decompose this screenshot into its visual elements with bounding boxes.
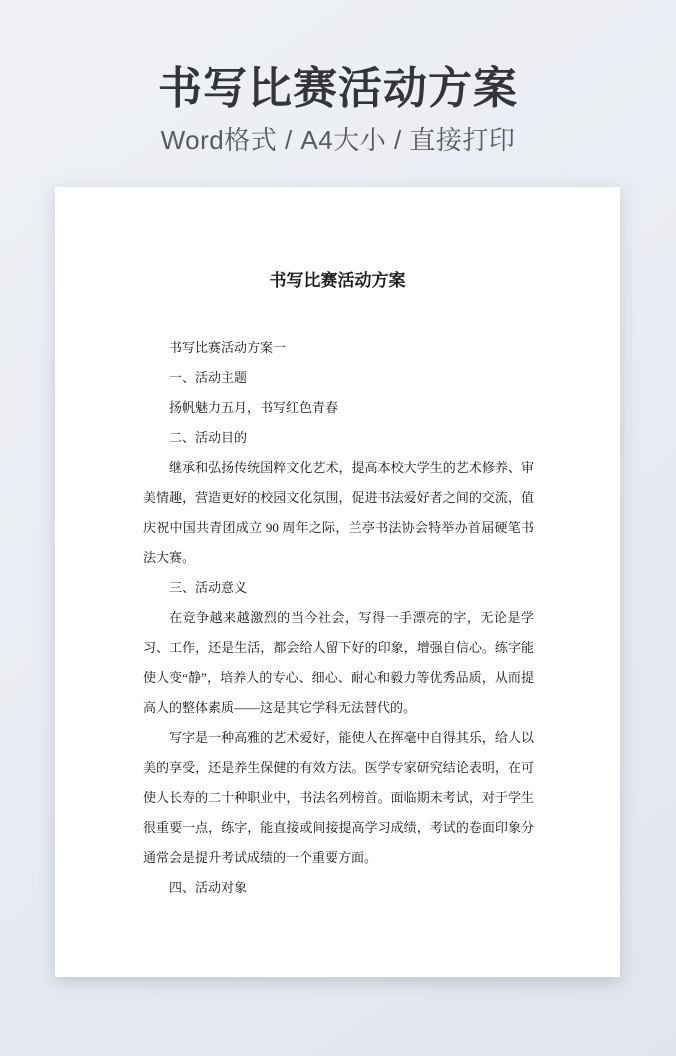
hero-title: 书写比赛活动方案 [158, 64, 518, 113]
hero-section [0, 0, 676, 155]
doc-paragraph: 四、活动对象 [169, 880, 248, 895]
doc-paragraph: 扬帆魅力五月，书写红色青春 [169, 400, 339, 415]
doc-paragraph: 写字是一种高雅的艺术爱好，能使人在挥毫中自得其乐，给人以美的享受，还是养生保健的有效方法。医学专家研究结论表明，在可使人长寿的二十种职业中，书法名列榜首。面临期末考试，对于学生很重要一点，练字，能直接或间接提高学习成绩，考试的卷面印象分通常会是提升考试成绩的一个重要方面。 [143, 730, 534, 865]
doc-paragraph: 二、活动目的 [169, 430, 248, 445]
document-title: 书写比赛活动方案 [269, 271, 406, 290]
doc-paragraph: 一、活动主题 [169, 370, 248, 385]
doc-paragraph: 继承和弘扬传统国粹文化艺术，提高本校大学生的艺术修养、审美情趣，营造更好的校园文化氛围，促进书法爱好者之间的交流，值庆祝中国共青团成立 90 周年之际，兰亭书法协会特举办首届硬笔书法大赛。 [143, 460, 534, 565]
hero-subtitle: Word格式 / A4大小 / 直接打印 [160, 125, 516, 155]
doc-paragraph: 书写比赛活动方案一 [169, 340, 287, 355]
doc-paragraph: 在竞争越来越激烈的当今社会，写得一手漂亮的字，无论是学习、工作，还是生活，都会给人留下好的印象，增强自信心。练字能使人变“静”，培养人的专心、细心、耐心和毅力等优秀品质，从而提高人的整体素质——这是其它学科无法替代的。 [143, 610, 534, 715]
document-paragraphs [143, 333, 534, 903]
document-page-preview [55, 187, 620, 977]
doc-paragraph: 三、活动意义 [169, 580, 248, 595]
